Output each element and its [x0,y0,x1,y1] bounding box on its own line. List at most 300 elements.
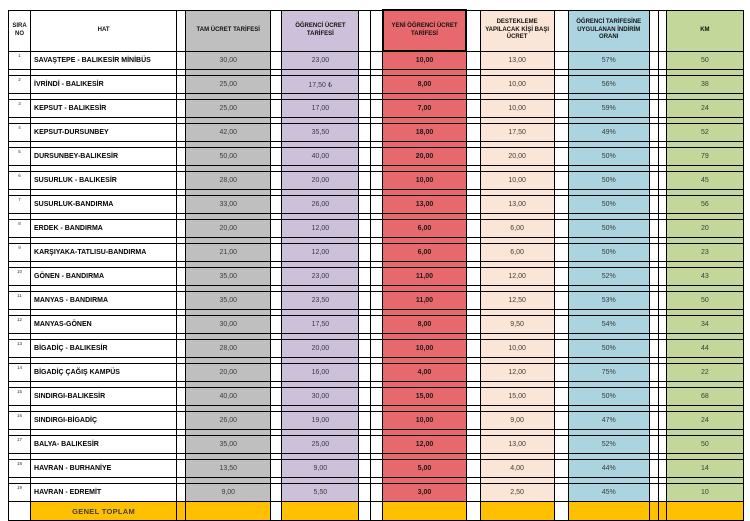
spacer-cell [554,196,568,214]
student-fare-cell: 23,50 [282,292,359,310]
footer-cell [658,502,666,521]
spacer-cell [466,388,480,406]
spacer-cell [359,436,371,454]
spacer-cell [359,268,371,286]
new-student-fare-cell: 5,00 [383,460,466,478]
spacer-cell [554,148,568,166]
spacer-cell [554,10,568,51]
spacer-cell [554,388,568,406]
spacer-cell [271,10,282,51]
row-number: 11 [17,293,22,298]
discount-rate-cell: 56% [568,76,649,94]
student-fare-cell: 35,50 [282,124,359,142]
route-name: KEPSUT - BALIKESİR [34,105,107,112]
spacer-cell [658,172,666,190]
route-name: DURSUNBEY-BALIKESİR [34,153,119,160]
route-cell [31,148,177,166]
new-student-fare-cell: 10,00 [383,51,466,70]
spacer-cell [177,76,186,94]
route-name: İVRİNDİ - BALIKESİR [34,81,104,88]
full-fare-cell: 30,00 [186,51,271,70]
spacer-cell [359,220,371,238]
support-fee-cell: 4,00 [480,460,554,478]
footer-tam-total [186,502,271,521]
spacer-cell [466,124,480,142]
full-fare-cell: 20,00 [186,364,271,382]
new-student-fare-cell: 10,00 [383,172,466,190]
spacer-cell [371,460,383,478]
spacer-cell [271,51,282,70]
student-fare-cell: 20,00 [282,340,359,358]
header-tam-ucret: TAM ÜCRET TARİFESİ [186,10,271,51]
table-row [9,340,744,358]
route-name: MANYAS - BANDIRMA [34,297,109,304]
spacer-cell [359,100,371,118]
support-fee-cell: 12,00 [480,268,554,286]
spacer-cell [177,316,186,334]
full-fare-cell: 28,00 [186,340,271,358]
spacer-cell [271,388,282,406]
route-name: MANYAS-GÖNEN [34,321,92,328]
spacer-cell [371,148,383,166]
footer-cell [177,502,186,521]
full-fare-cell: 33,00 [186,196,271,214]
km-cell: 45 [666,172,743,190]
new-student-fare-cell: 10,00 [383,340,466,358]
spacer-cell [371,364,383,382]
row-number: 13 [17,341,23,346]
spacer-cell [271,124,282,142]
spacer-cell [649,340,658,358]
new-student-fare-cell: 6,00 [383,220,466,238]
spacer-cell [177,364,186,382]
spacer-cell [466,76,480,94]
spacer-cell [271,220,282,238]
spacer-cell [466,51,480,70]
full-fare-cell: 21,00 [186,244,271,262]
spacer-cell [371,268,383,286]
new-student-fare-cell: 12,00 [383,436,466,454]
spacer-cell [271,148,282,166]
discount-rate-cell: 49% [568,124,649,142]
spacer-cell [271,412,282,430]
km-cell: 56 [666,196,743,214]
support-fee-cell: 10,00 [480,340,554,358]
new-student-fare-cell: 3,00 [383,484,466,502]
route-name: KEPSUT-DURSUNBEY [34,129,109,136]
spacer-cell [359,502,371,521]
row-number: 5 [18,149,21,154]
row-number-cell [9,340,31,358]
route-name: HAVRAN - BURHANİYE [34,465,112,472]
spacer-cell [554,172,568,190]
footer-km-total [666,502,743,521]
row-number-cell [9,388,31,406]
new-student-fare-cell: 11,00 [383,292,466,310]
spacer-cell [466,436,480,454]
spacer-cell [359,412,371,430]
spacer-cell [466,364,480,382]
spacer-cell [271,460,282,478]
row-number: 3 [18,101,21,106]
route-cell [31,244,177,262]
spacer-cell [466,292,480,310]
student-fare-cell: 23,00 [282,268,359,286]
support-fee-cell: 17,50 [480,124,554,142]
spacer-cell [649,292,658,310]
spacer-cell [466,196,480,214]
spacer-cell [177,460,186,478]
spacer-cell [371,502,383,521]
route-cell [31,412,177,430]
table-row [9,244,744,262]
spacer-cell [554,124,568,142]
header-ogrenci-ucret: ÖĞRENCİ ÜCRET TARİFESİ [282,10,359,51]
row-number-cell [9,292,31,310]
spacer-cell [177,196,186,214]
route-name: SINDIRGI-BİGADİÇ [34,417,98,424]
spacer-cell [177,100,186,118]
spacer-cell [177,244,186,262]
route-cell [31,220,177,238]
full-fare-cell: 42,00 [186,124,271,142]
support-fee-cell: 12,00 [480,364,554,382]
spacer-cell [466,268,480,286]
spacer-cell [359,316,371,334]
km-cell: 44 [666,340,743,358]
spacer-cell [658,388,666,406]
km-cell: 20 [666,220,743,238]
row-number-cell [9,460,31,478]
genel-toplam-row [9,502,744,521]
student-fare-cell: 9,00 [282,460,359,478]
table-row [9,484,744,502]
discount-rate-cell: 75% [568,364,649,382]
footer-destekleme-total [480,502,554,521]
spacer-cell [371,412,383,430]
spacer-cell [371,196,383,214]
spacer-cell [554,292,568,310]
route-name: GÖNEN - BANDIRMA [34,273,105,280]
full-fare-cell: 20,00 [186,220,271,238]
km-cell: 34 [666,316,743,334]
student-fare-cell: 25,00 [282,436,359,454]
full-fare-cell: 13,50 [186,460,271,478]
spacer-cell [271,244,282,262]
student-fare-cell: 17,00 [282,100,359,118]
header-destekleme: DESTEKLEME YAPILACAK KİŞİ BAŞI ÜCRET [480,10,554,51]
spacer-cell [649,51,658,70]
support-fee-cell: 10,00 [480,172,554,190]
spacer-cell [658,460,666,478]
km-cell: 50 [666,436,743,454]
row-number: 2 [18,77,21,82]
row-number-cell [9,196,31,214]
student-fare-cell: 16,00 [282,364,359,382]
spacer-cell [177,124,186,142]
spacer-cell [658,340,666,358]
footer-cell [649,502,658,521]
row-number: 19 [17,485,23,490]
spacer-cell [177,292,186,310]
discount-rate-cell: 53% [568,292,649,310]
header-km: KM [666,10,743,51]
row-number: 12 [17,317,23,322]
discount-rate-cell: 59% [568,100,649,118]
new-student-fare-cell: 8,00 [383,316,466,334]
row-number: 14 [17,365,23,370]
spacer-cell [177,340,186,358]
route-cell [31,436,177,454]
table-row [9,100,744,118]
student-fare-cell: 17,50 ₺ [282,76,359,94]
spacer-cell [271,436,282,454]
support-fee-cell: 13,00 [480,51,554,70]
spacer-cell [371,244,383,262]
spacer-cell [271,340,282,358]
spacer-cell [649,100,658,118]
spacer-cell [649,196,658,214]
route-cell [31,76,177,94]
table-row [9,220,744,238]
table-row [9,292,744,310]
spacer-cell [371,292,383,310]
spacer-cell [554,412,568,430]
spacer-cell [359,148,371,166]
spacer-cell [554,364,568,382]
row-number: 17 [17,437,23,442]
genel-toplam-label: GENEL TOPLAM [31,502,177,521]
student-fare-cell: 40,00 [282,148,359,166]
spacer-cell [359,388,371,406]
spacer-cell [649,76,658,94]
student-fare-cell: 19,00 [282,412,359,430]
spacer-cell [359,196,371,214]
discount-rate-cell: 50% [568,148,649,166]
spacer-cell [359,364,371,382]
spacer-cell [371,172,383,190]
row-number-cell [9,244,31,262]
route-name: SINDIRGI-BALIKESİR [34,393,106,400]
full-fare-cell: 28,00 [186,172,271,190]
discount-rate-cell: 50% [568,172,649,190]
discount-rate-cell: 50% [568,196,649,214]
route-cell [31,292,177,310]
row-number-cell [9,484,31,502]
discount-rate-cell: 52% [568,436,649,454]
spacer-cell [177,148,186,166]
row-number-cell [9,148,31,166]
spacer-cell [554,268,568,286]
spacer-cell [554,436,568,454]
table-row [9,316,744,334]
spacer-cell [554,51,568,70]
spacer-cell [371,340,383,358]
spacer-cell [658,436,666,454]
spacer-cell [658,220,666,238]
footer-indirim-total [568,502,649,521]
row-number-cell [9,220,31,238]
table-row [9,196,744,214]
row-number-cell [9,76,31,94]
student-fare-cell: 12,00 [282,220,359,238]
row-number-cell [9,268,31,286]
spacer-cell [271,76,282,94]
spacer-cell [658,124,666,142]
row-number: 15 [17,389,23,394]
spacer-cell [649,244,658,262]
spacer-cell [649,388,658,406]
km-cell: 50 [666,292,743,310]
new-student-fare-cell: 15,00 [383,388,466,406]
km-cell: 24 [666,412,743,430]
spacer-cell [554,460,568,478]
row-number-cell [9,412,31,430]
spacer-cell [466,148,480,166]
km-cell: 50 [666,51,743,70]
km-cell: 38 [666,76,743,94]
km-cell: 10 [666,484,743,502]
row-number: 6 [18,173,21,178]
spacer-cell [649,316,658,334]
table-row [9,364,744,382]
support-fee-cell: 6,00 [480,220,554,238]
spacer-cell [658,412,666,430]
spacer-cell [359,172,371,190]
row-number: 7 [18,197,21,202]
full-fare-cell: 9,00 [186,484,271,502]
spacer-cell [658,10,666,51]
spacer-cell [649,364,658,382]
discount-rate-cell: 50% [568,220,649,238]
row-number: 16 [17,413,23,418]
header-row [9,10,744,51]
spacer-cell [359,10,371,51]
spacer-cell [371,484,383,502]
route-name: SUSURLUK - BALIKESİR [34,177,117,184]
support-fee-cell: 15,00 [480,388,554,406]
row-number-cell [9,124,31,142]
spacer-cell [371,388,383,406]
spacer-cell [359,460,371,478]
spacer-cell [649,412,658,430]
spacer-cell [177,388,186,406]
spacer-cell [371,436,383,454]
spacer-cell [649,220,658,238]
full-fare-cell: 40,00 [186,388,271,406]
new-student-fare-cell: 20,00 [383,148,466,166]
spacer-cell [371,316,383,334]
spacer-cell [466,172,480,190]
student-fare-cell: 20,00 [282,172,359,190]
spacer-cell [649,436,658,454]
spacer-cell [554,316,568,334]
route-cell [31,340,177,358]
spacer-cell [649,460,658,478]
km-cell: 23 [666,244,743,262]
table-row [9,76,744,94]
support-fee-cell: 9,00 [480,412,554,430]
spacer-cell [554,340,568,358]
student-fare-cell: 5,50 [282,484,359,502]
full-fare-cell: 25,00 [186,76,271,94]
header-sira-no: SIRA NO [9,10,31,51]
route-cell [31,268,177,286]
student-fare-cell: 23,00 [282,51,359,70]
spacer-cell [177,51,186,70]
table-body [9,10,744,502]
km-cell: 79 [666,148,743,166]
discount-rate-cell: 57% [568,51,649,70]
spacer-cell [177,220,186,238]
support-fee-cell: 13,00 [480,436,554,454]
full-fare-cell: 35,00 [186,436,271,454]
student-fare-cell: 12,00 [282,244,359,262]
spacer-cell [554,502,568,521]
row-number-cell [9,172,31,190]
full-fare-cell: 25,00 [186,100,271,118]
support-fee-cell: 13,00 [480,196,554,214]
route-name: HAVRAN - EDREMİT [34,489,102,496]
km-cell: 24 [666,100,743,118]
table-row [9,51,744,70]
route-name: SUSURLUK-BANDIRMA [34,201,114,208]
discount-rate-cell: 50% [568,340,649,358]
route-name: BİGADİÇ - BALIKESİR [34,345,108,352]
route-name: SAVAŞTEPE - BALIKESİR MİNİBÜS [34,56,151,64]
new-student-fare-cell: 8,00 [383,76,466,94]
spacer-cell [466,412,480,430]
spacer-cell [271,268,282,286]
km-cell: 52 [666,124,743,142]
route-name: ERDEK - BANDIRMA [34,225,103,232]
row-number: 4 [18,125,21,130]
route-cell [31,100,177,118]
spacer-cell [649,148,658,166]
spacer-cell [271,502,282,521]
row-number: 8 [18,221,21,226]
table-row [9,412,744,430]
support-fee-cell: 12,50 [480,292,554,310]
km-cell: 14 [666,460,743,478]
new-student-fare-cell: 4,00 [383,364,466,382]
footer-sira-cell [9,502,31,521]
route-cell [31,196,177,214]
spacer-cell [359,51,371,70]
new-student-fare-cell: 18,00 [383,124,466,142]
spacer-cell [658,292,666,310]
student-fare-cell: 26,00 [282,196,359,214]
full-fare-cell: 26,00 [186,412,271,430]
spacer-cell [177,484,186,502]
route-cell [31,460,177,478]
spacer-cell [177,268,186,286]
route-cell [31,51,177,70]
new-student-fare-cell: 13,00 [383,196,466,214]
km-cell: 68 [666,388,743,406]
student-fare-cell: 17,50 [282,316,359,334]
spacer-cell [271,100,282,118]
spacer-cell [554,100,568,118]
spacer-cell [466,10,480,51]
spacer-cell [177,10,186,51]
spacer-cell [649,124,658,142]
spacer-cell [658,316,666,334]
route-cell [31,484,177,502]
spacer-cell [271,484,282,502]
km-cell: 22 [666,364,743,382]
support-fee-cell: 9,50 [480,316,554,334]
